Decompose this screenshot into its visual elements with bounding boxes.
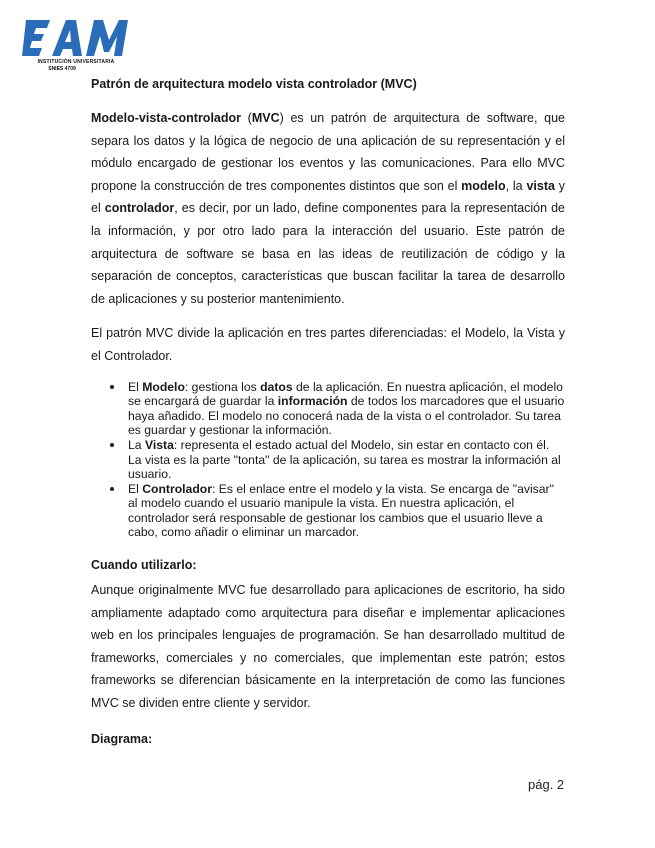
text-run: El	[128, 481, 143, 496]
bold-term: datos	[260, 379, 293, 394]
text-run: El	[128, 379, 143, 394]
bullet-text	[128, 438, 561, 481]
text-run: de todos los marcadores que el usuario haya añadido. El modelo no conocerá nada de la vista o el controlador. Su tarea es guardar y gestionar la información.	[128, 394, 565, 438]
bold-term: información	[277, 394, 348, 409]
text-run: y el	[91, 178, 565, 216]
page-number: pág. 2	[528, 777, 565, 792]
text-run: : representa el estado actual del Modelo, sin estar en contacto con él. La vista es la parte "tonta" de la aplicación, su tarea es mostrar la información al usuario.	[128, 437, 561, 482]
bold-term: Modelo-vista-controlador	[91, 111, 242, 125]
bold-term: Modelo	[142, 379, 185, 394]
document-title: Patrón de arquitectura modelo vista controlador (MVC)	[91, 77, 417, 91]
bold-term: MVC	[251, 111, 280, 125]
section-heading-when: Cuando utilizarlo:	[91, 558, 197, 573]
institution-logo	[22, 14, 130, 74]
bullet-icon	[110, 443, 114, 447]
text-run: , es decir, por un lado, define componentes para la representación de la información, y por otro lado para la interacción del usuario. Este patrón de arquitectura de software se basa en las ideas de reutilización de código y la separación de conceptos, características que buscan facilitar la tarea de desarrollo de aplicaciones y su posterior mantenimiento.	[91, 201, 566, 306]
text-run: de la aplicación. En nuestra aplicación, el modelo se encargará de guardar la	[128, 379, 563, 409]
document-body	[91, 75, 565, 748]
bold-term: controlador	[104, 201, 175, 216]
section-heading-diagram: Diagrama:	[91, 731, 153, 746]
bullet-text	[128, 482, 554, 540]
bold-term: Vista	[144, 437, 174, 452]
text-run: (	[241, 111, 252, 125]
list-item-modelo	[91, 380, 565, 438]
list-item-controlador	[91, 482, 565, 540]
text-run: La	[128, 437, 145, 452]
when-paragraph: Aunque originalmente MVC fue desarrollado para aplicaciones de escritorio, ha sido ampliamente adaptado como arquitectura para diseñar e implementar aplicaciones web en los principales lenguajes de programación. Se han desarrollado multitud de frameworks, comerciales y no comerciales, que implementan este patrón; estos frameworks se diferencian básicamente en la interpretación de como las funciones MVC se dividen entre cliente y servidor.	[91, 583, 565, 711]
text-run: : Es el enlace entre el modelo y la vista. Se encarga de "avisar" al modelo cuando el usuario manipule la vista. En nuestra aplicación, el controlador será responsable de gestionar los cambios que el usuario lleve a cabo, como añadir o eliminar un marcador.	[128, 481, 554, 540]
division-paragraph: El patrón MVC divide la aplicación en tres partes diferenciadas: el Modelo, la Vista y el Controlador.	[91, 326, 565, 363]
text-run: : gestiona los	[184, 379, 261, 394]
bullet-icon	[110, 487, 114, 491]
bullet-text	[128, 380, 564, 438]
logo-code: SNIES 4709	[48, 66, 76, 72]
mvc-bullet-list	[91, 380, 565, 541]
text-run: , la	[505, 178, 527, 193]
intro-paragraph	[91, 107, 565, 310]
text-run: ) es un patrón de arquitectura de software, que separa los datos y la lógica de negocio de una aplicación de su representación y el módulo encargado de gestionar los eventos y las comunicaciones. Para ello MVC propone la construcción de tres componentes distintos que son el	[91, 111, 565, 193]
bold-term: modelo	[461, 178, 506, 193]
eam-logo-mark	[22, 14, 130, 60]
bold-term: vista	[526, 178, 555, 193]
bullet-icon	[110, 385, 114, 389]
list-item-vista	[91, 438, 565, 482]
logo-subtitle: INSTITUCIÓN UNIVERSITARIA	[37, 59, 115, 65]
bold-term: Controlador	[142, 481, 212, 496]
